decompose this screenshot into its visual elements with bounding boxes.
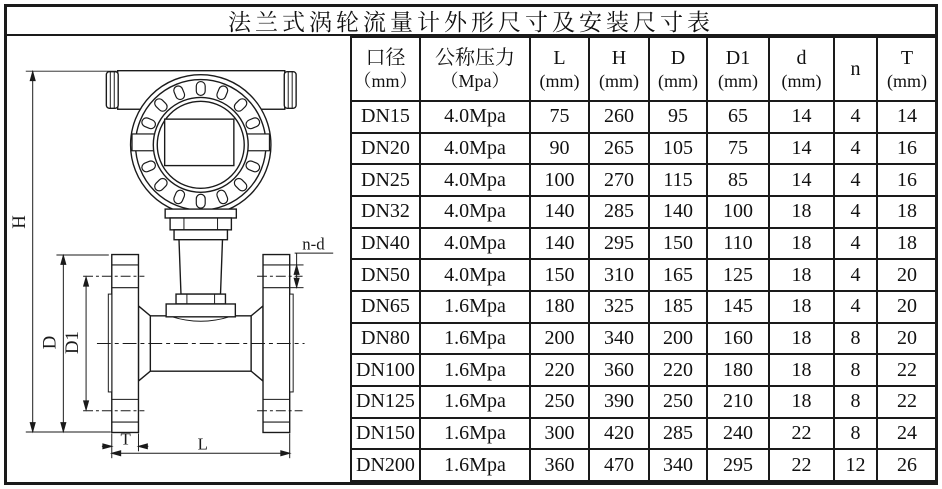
col-header-label: H	[611, 47, 627, 70]
table-cell: 16	[877, 133, 937, 165]
table-cell: DN65	[351, 291, 420, 323]
table-cell: 210	[707, 386, 769, 418]
dimension-H	[9, 71, 117, 432]
table-cell: 140	[530, 196, 589, 228]
table-cell: 4	[834, 291, 877, 323]
col-header-L	[530, 37, 589, 101]
table-row	[351, 418, 937, 450]
sensor-saddle	[166, 304, 235, 317]
col-header-d	[769, 37, 834, 101]
table-cell: 250	[530, 386, 589, 418]
table-row	[351, 291, 937, 323]
table-cell: 165	[649, 259, 707, 291]
col-header-T	[877, 37, 937, 101]
table-cell: 14	[769, 101, 834, 133]
table-row	[351, 323, 937, 355]
page-title: 法兰式涡轮流量计外形尺寸及安装尺寸表	[7, 7, 935, 36]
table-cell: 105	[649, 133, 707, 165]
table-cell: 4.0Mpa	[420, 259, 530, 291]
table-cell: 4.0Mpa	[420, 196, 530, 228]
table-cell: 125	[707, 259, 769, 291]
table-cell: 265	[589, 133, 649, 165]
transmitter-head	[106, 71, 296, 215]
table-cell: 4	[834, 196, 877, 228]
table-cell: DN100	[351, 354, 420, 386]
table-cell: 110	[707, 228, 769, 260]
table-cell: 200	[530, 323, 589, 355]
table-cell: 75	[707, 133, 769, 165]
table-cell: 1.6Mpa	[420, 323, 530, 355]
table-cell: DN20	[351, 133, 420, 165]
table-row	[351, 386, 937, 418]
table-cell: 4	[834, 133, 877, 165]
table-cell: DN15	[351, 101, 420, 133]
col-header-D1	[707, 37, 769, 101]
table-cell: DN200	[351, 449, 420, 481]
col-header-口径	[351, 37, 420, 101]
table-cell: 18	[769, 291, 834, 323]
table-header-row	[351, 37, 937, 101]
col-header-unit: (mm)	[781, 71, 822, 92]
col-header-D	[649, 37, 707, 101]
col-header-unit: (mm)	[599, 71, 639, 92]
conduit-nut-right	[284, 72, 296, 109]
col-header-label: n	[850, 58, 861, 80]
dim-label-n-d: n-d	[302, 234, 325, 254]
table-cell: 270	[589, 164, 649, 196]
table-cell: 20	[877, 323, 937, 355]
table-cell: 310	[589, 259, 649, 291]
dim-label-H: H	[8, 215, 30, 229]
col-header-unit: (mm)	[718, 71, 758, 92]
table-cell: 8	[834, 386, 877, 418]
table-cell: 18	[769, 228, 834, 260]
table-cell: 340	[589, 323, 649, 355]
table-cell: 8	[834, 418, 877, 450]
col-header-label: D	[670, 47, 686, 70]
table-row	[351, 259, 937, 291]
table-cell: 22	[877, 354, 937, 386]
table-cell: 18	[769, 259, 834, 291]
table-cell: 100	[707, 196, 769, 228]
table-cell: 95	[649, 101, 707, 133]
table-cell: 18	[769, 386, 834, 418]
table-cell: 8	[834, 323, 877, 355]
table-cell: 180	[530, 291, 589, 323]
table-row	[351, 164, 937, 196]
table-cell: 4	[834, 228, 877, 260]
table-cell: DN150	[351, 418, 420, 450]
table-cell: 295	[707, 449, 769, 481]
table-cell: 20	[877, 291, 937, 323]
table-cell: 14	[769, 164, 834, 196]
table-cell: 300	[530, 418, 589, 450]
table-cell: 4.0Mpa	[420, 133, 530, 165]
table-header	[351, 37, 937, 101]
dimension-D1	[62, 277, 88, 409]
dimension-T	[102, 429, 148, 458]
table-cell: 340	[649, 449, 707, 481]
table-cell: 12	[834, 449, 877, 481]
table-cell: 18	[877, 196, 937, 228]
table-cell: DN125	[351, 386, 420, 418]
dim-label-T: T	[120, 429, 131, 449]
table-cell: DN25	[351, 164, 420, 196]
table-cell: DN32	[351, 196, 420, 228]
col-header-H	[589, 37, 649, 101]
table-cell: 145	[707, 291, 769, 323]
table-cell: 140	[649, 196, 707, 228]
col-header-label: L	[553, 47, 566, 70]
table-cell: 1.6Mpa	[420, 354, 530, 386]
table-cell: 1.6Mpa	[420, 386, 530, 418]
table-cell: 1.6Mpa	[420, 291, 530, 323]
flowmeter-drawing	[7, 36, 350, 482]
table-cell: 390	[589, 386, 649, 418]
table-row	[351, 101, 937, 133]
table-row	[351, 228, 937, 260]
table-cell: DN40	[351, 228, 420, 260]
table-row	[351, 354, 937, 386]
table-cell: 295	[589, 228, 649, 260]
col-header-label: T	[900, 47, 914, 70]
table-cell: 20	[877, 259, 937, 291]
col-header-unit: （mm）	[353, 71, 418, 92]
dim-label-D1: D1	[62, 331, 84, 354]
dimension-n-d	[290, 235, 333, 288]
table-cell: 18	[877, 228, 937, 260]
table-cell: 115	[649, 164, 707, 196]
outer-frame	[4, 4, 938, 485]
dim-label-L: L	[197, 434, 208, 454]
table-cell: 18	[769, 354, 834, 386]
table-cell: 22	[769, 449, 834, 481]
drawing-pane	[7, 36, 350, 482]
table-cell: 100	[530, 164, 589, 196]
table-cell: 285	[649, 418, 707, 450]
table-cell: 140	[530, 228, 589, 260]
table-cell: 220	[530, 354, 589, 386]
table-cell: 22	[877, 386, 937, 418]
table-cell: 65	[707, 101, 769, 133]
table-cell: 90	[530, 133, 589, 165]
table-cell: 85	[707, 164, 769, 196]
table-cell: 4	[834, 164, 877, 196]
col-header-n	[834, 37, 877, 101]
table-cell: 250	[649, 386, 707, 418]
table-cell: 4.0Mpa	[420, 164, 530, 196]
table-cell: 4.0Mpa	[420, 228, 530, 260]
table-cell: 200	[649, 323, 707, 355]
table-cell: 150	[530, 259, 589, 291]
table-cell: DN50	[351, 259, 420, 291]
table-body	[351, 101, 937, 481]
col-header-label: D1	[725, 47, 751, 70]
col-header-unit: (mm)	[887, 71, 927, 92]
table-cell: 470	[589, 449, 649, 481]
table-cell: 1.6Mpa	[420, 449, 530, 481]
col-header-unit: (mm)	[658, 71, 698, 92]
table-cell: 4	[834, 101, 877, 133]
dim-label-D: D	[39, 335, 61, 350]
col-header-unit: （Mpa）	[440, 71, 510, 92]
col-header-公称压力	[420, 37, 530, 101]
table-cell: 4	[834, 259, 877, 291]
table-cell: 220	[649, 354, 707, 386]
table-cell: 360	[530, 449, 589, 481]
col-header-label: 公称压力	[435, 47, 515, 70]
content-area	[7, 36, 935, 482]
table-cell: 150	[649, 228, 707, 260]
table-cell: 8	[834, 354, 877, 386]
table-row	[351, 133, 937, 165]
table-cell: 22	[769, 418, 834, 450]
table-cell: 185	[649, 291, 707, 323]
table-row	[351, 196, 937, 228]
table-cell: 18	[769, 196, 834, 228]
dimension-table	[350, 36, 938, 482]
table-cell: 325	[589, 291, 649, 323]
col-header-label: d	[796, 47, 807, 70]
col-header-label: 口径	[365, 47, 406, 70]
table-pane	[350, 36, 935, 482]
table-cell: 1.6Mpa	[420, 418, 530, 450]
table-cell: 14	[769, 133, 834, 165]
table-cell: 16	[877, 164, 937, 196]
table-cell: 260	[589, 101, 649, 133]
table-cell: 4.0Mpa	[420, 101, 530, 133]
table-cell: 160	[707, 323, 769, 355]
table-cell: 285	[589, 196, 649, 228]
table-cell: 26	[877, 449, 937, 481]
table-row	[351, 449, 937, 481]
table-cell: 24	[877, 418, 937, 450]
table-cell: DN80	[351, 323, 420, 355]
table-cell: 240	[707, 418, 769, 450]
table-cell: 360	[589, 354, 649, 386]
table-cell: 14	[877, 101, 937, 133]
sensor-neck	[165, 209, 236, 304]
col-header-unit: (mm)	[539, 71, 580, 92]
table-cell: 420	[589, 418, 649, 450]
display-window	[165, 119, 234, 165]
conduit-nut-left	[106, 72, 118, 109]
table-cell: 75	[530, 101, 589, 133]
table-cell: 18	[769, 323, 834, 355]
table-cell: 180	[707, 354, 769, 386]
